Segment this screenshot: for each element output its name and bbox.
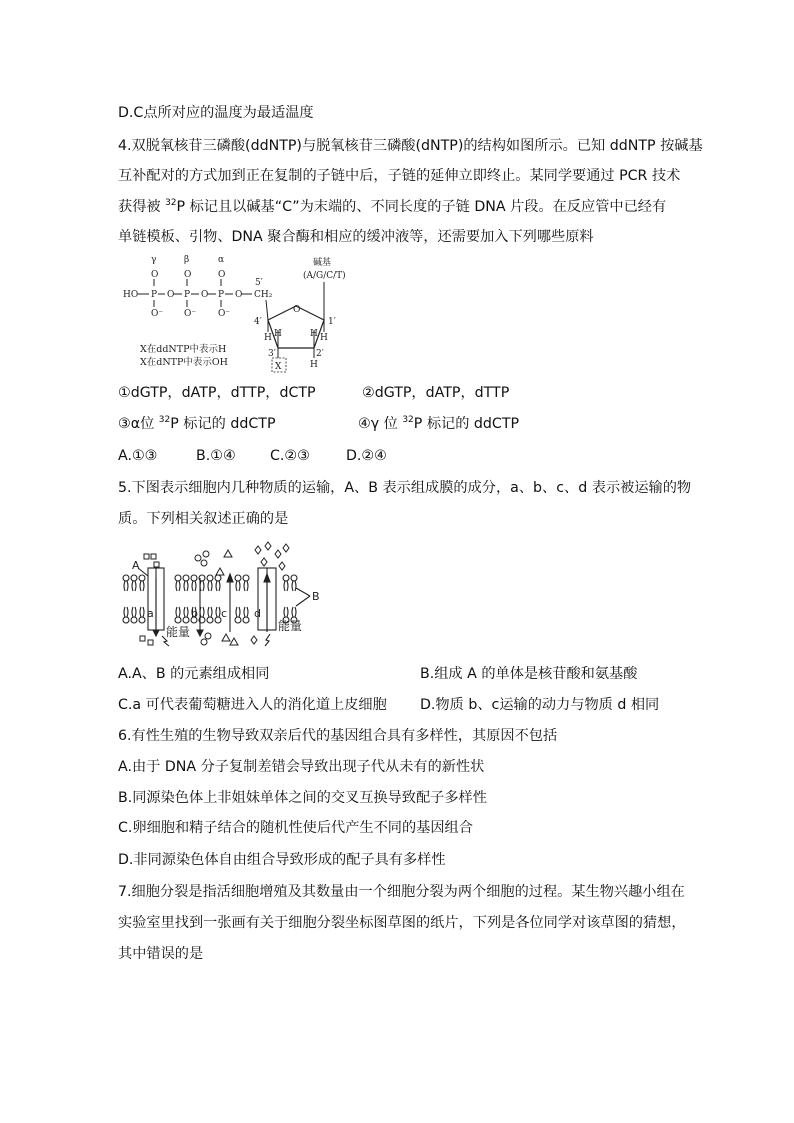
q5-option-b: B.组成 A 的单体是核苷酸和氨基酸 xyxy=(420,666,638,682)
c3-label: 3′ xyxy=(268,349,276,359)
q5-option-d: D.物质 b、c运输的动力与物质 d 相同 xyxy=(420,697,660,713)
label-d: d xyxy=(254,607,261,620)
q7-stem-line1: 7.细胞分裂是指活细胞增殖及其数量由一个细胞分裂为两个细胞的过程。某生物兴趣小组在 xyxy=(118,884,685,900)
q4-item-1: ①dGTP，dATP，dTTP，dCTP xyxy=(118,385,316,401)
q4-stem-line3 xyxy=(118,197,666,217)
h-atom-2: H xyxy=(310,329,318,339)
ho-label: HO xyxy=(123,290,139,300)
q4-stem-line4: 单链模板、引物、DNA 聚合酶和相应的缓冲液等，还需要加入下列哪些原料 xyxy=(118,229,594,245)
o-top-1: O xyxy=(151,270,159,280)
base-title: 碱基 xyxy=(313,258,332,268)
membrane-transport-figure xyxy=(118,538,328,648)
p3-label: P xyxy=(218,290,225,300)
ring-oxygen: O xyxy=(293,305,301,315)
q5-stem-line1: 5.下图表示细胞内几种物质的运输，A、B 表示组成膜的成分，a、b、c、d 表示被运输的物 xyxy=(118,480,692,496)
q4-item-4-a: ④γ 位 xyxy=(358,416,403,432)
q4-item-2: ②dGTP，dATP，dTTP xyxy=(362,385,510,401)
q6-option-b: B.同源染色体上非姐妹单体之间的交叉互换导致配子多样性 xyxy=(118,790,487,806)
q4-stem-line3-a: 获得被 xyxy=(118,199,166,215)
q7-stem-line3: 其中错误的是 xyxy=(118,946,204,962)
gamma-label: γ xyxy=(151,255,157,265)
o-bridge-3: O xyxy=(235,290,243,300)
o-bridge-1: O xyxy=(167,290,175,300)
x-substituent: X xyxy=(275,362,282,372)
legend-dntp: X在dNTP中表示OH xyxy=(140,357,228,368)
ddntp-structure-figure xyxy=(118,252,378,376)
c2-label: 2′ xyxy=(316,349,324,359)
q7-stem-line2: 实验室里找到一张画有关于细胞分裂坐标图草图的纸片，下列是各位同学对该草图的猜想， xyxy=(118,915,686,931)
o-minus-3: O⁻ xyxy=(218,309,231,319)
q4-stem-line2: 互补配对的方式加到正在复制的子链中后，子链的延伸立即终止。某同学要通过 PCR 技术 xyxy=(118,168,681,184)
q4-choice-b: B.①④ xyxy=(196,448,236,464)
h-atom-5: H xyxy=(310,360,318,370)
label-c: c xyxy=(221,607,228,620)
base-types: (A/G/C/T) xyxy=(303,271,346,281)
q4-item-4-b: P 标记的 ddCTP xyxy=(413,416,520,432)
q5-option-c: C.a 可代表葡萄糖进入人的消化道上皮细胞 xyxy=(118,697,387,713)
q4-item-3 xyxy=(118,414,276,434)
label-A: A xyxy=(132,559,140,572)
q4-choice-d: D.②④ xyxy=(346,448,387,464)
q4-choice-a: A.①③ xyxy=(118,448,158,464)
label-B: B xyxy=(312,590,320,603)
phospholipid-top-row xyxy=(123,575,297,591)
o-bridge-2: O xyxy=(201,290,209,300)
o-minus-1: O⁻ xyxy=(151,309,164,319)
energy-label-1: 能量 xyxy=(166,625,191,639)
c4-label: 4′ xyxy=(254,317,262,327)
q5-option-a: A.A、B 的元素组成相同 xyxy=(118,666,270,682)
q6-stem: 6.有性生殖的生物导致双亲后代的基因组合具有多样性，其原因不包括 xyxy=(118,728,558,744)
q4-choice-c: C.②③ xyxy=(270,448,310,464)
h-atom-4: H xyxy=(320,333,328,343)
q6-option-d: D.非同源染色体自由组合导致形成的配子具有多样性 xyxy=(118,852,446,868)
p1-label: P xyxy=(151,290,158,300)
q4-stem-line3-sup: 32 xyxy=(165,198,177,208)
label-b: b xyxy=(191,607,198,620)
q6-option-c: C.卵细胞和精子结合的随机性使后代产生不同的基因组合 xyxy=(118,820,473,836)
o-minus-2: O⁻ xyxy=(184,309,197,319)
p2-label: P xyxy=(184,290,191,300)
beta-label: β xyxy=(184,255,190,265)
energy-label-2: 能量 xyxy=(278,619,303,633)
q4-stem-line1: 4.双脱氧核苷三磷酸(ddNTP)与脱氧核苷三磷酸(dNTP)的结构如图所示。已知 ddNTP 按碱基 xyxy=(118,138,703,154)
label-a: a xyxy=(147,607,154,620)
legend-ddntp: X在ddNTP中表示H xyxy=(140,344,227,355)
o-top-2: O xyxy=(184,270,192,280)
h-atom-1: H xyxy=(274,329,282,339)
q4-stem-line3-b: P 标记且以碱基“C”为末端的、不同长度的子链 DNA 片段。在反应管中已经有 xyxy=(176,199,667,215)
q4-item-4 xyxy=(358,414,519,434)
q3-option-d: D.C点所对应的温度为最适温度 xyxy=(118,105,314,121)
ch2-label: CH₂ xyxy=(254,290,273,300)
c1-label: 1′ xyxy=(328,317,336,327)
c5-label: 5′ xyxy=(255,278,263,288)
q4-item-4-sup: 32 xyxy=(402,415,414,425)
q5-stem-line2: 质。下列相关叙述正确的是 xyxy=(118,511,289,527)
h-atom-3: H xyxy=(264,333,272,343)
q4-item-3-a: ③α位 xyxy=(118,416,159,432)
q6-option-a: A.由于 DNA 分子复制差错会导致出现子代从未有的新性状 xyxy=(118,759,485,775)
o-top-3: O xyxy=(218,270,226,280)
q4-item-3-b: P 标记的 ddCTP xyxy=(170,416,276,432)
alpha-label: α xyxy=(218,255,225,265)
q4-item-3-sup: 32 xyxy=(158,415,171,425)
